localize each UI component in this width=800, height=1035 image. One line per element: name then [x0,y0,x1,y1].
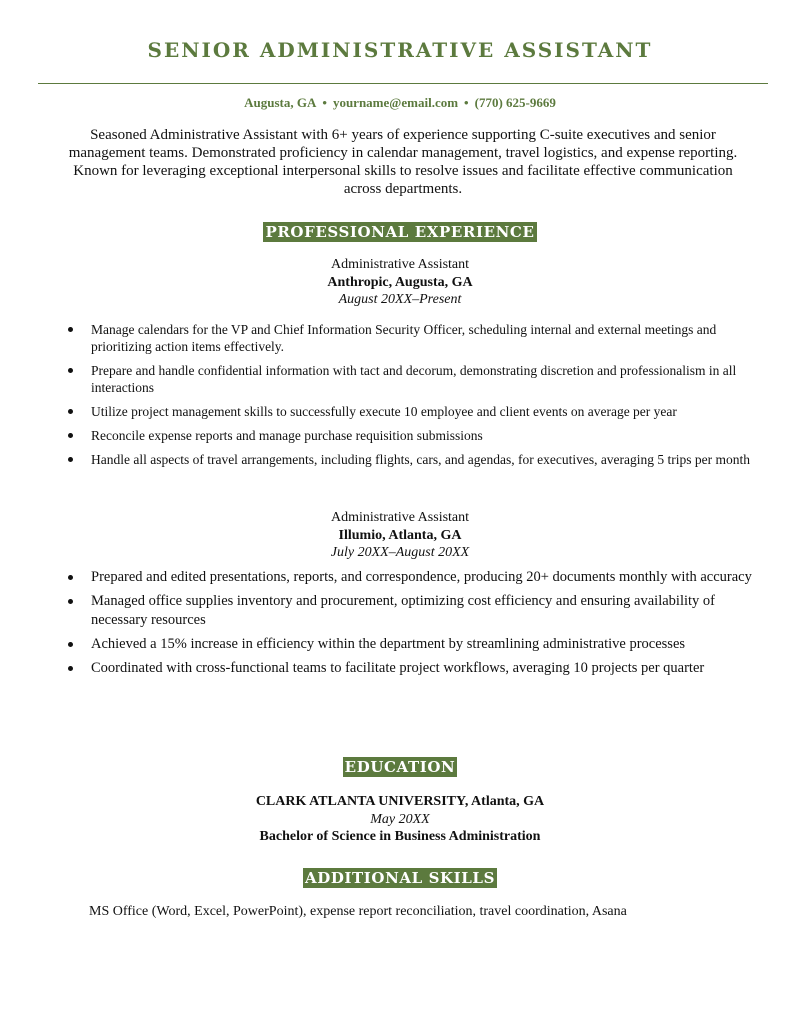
education-date: May 20XX [370,811,430,827]
list-item: Handle all aspects of travel arrangements, including flights, cars, and agendas, for executives, averaging 5 trips per month [68,451,763,468]
section-heading-label: EDUCATION [344,758,456,776]
resume-title: SENIOR ADMINISTRATIVE ASSISTANT [147,38,653,62]
professional-summary: Seasoned Administrative Assistant with 6+ years of experience supporting C-suite executives and senior management teams. Demonstrated proficiency in calendar management, travel logistics, and expense reporting. Known for leveraging exceptional interpersonal skills to resolve issues and facilitate effective communication across departments. [68,127,738,197]
job-header-2 [0,509,800,562]
section-heading-education [0,757,800,777]
contact-line [0,95,800,111]
list-item: Utilize project management skills to successfully execute 10 employee and client events on average per year [68,403,763,420]
contact-separator: • [464,95,469,110]
list-item: Coordinated with cross-functional teams to facilitate project workflows, averaging 10 projects per quarter [68,659,763,678]
section-heading-label: ADDITIONAL SKILLS [304,869,496,887]
education-school: CLARK ATLANTA UNIVERSITY, Atlanta, GA [255,794,545,809]
job-bullets-1 [68,321,763,475]
section-heading-label: PROFESSIONAL EXPERIENCE [265,223,535,241]
section-heading-experience [0,222,800,242]
job-role: Administrative Assistant [330,510,470,525]
job-dates: July 20XX–August 20XX [330,545,470,560]
contact-phone[interactable]: (770) 625-9669 [474,95,556,110]
education-degree: Bachelor of Science in Business Administration [259,829,541,844]
skills-list: MS Office (Word, Excel, PowerPoint), expense report reconciliation, travel coordination, Asana [89,904,627,919]
title-divider [38,83,768,84]
education-entry [0,793,800,846]
section-heading-skills [0,868,800,888]
contact-separator: • [322,95,327,110]
job-dates: August 20XX–Present [338,292,462,307]
list-item: Prepared and edited presentations, reports, and correspondence, producing 20+ documents monthly with accuracy [68,568,763,587]
list-item: Manage calendars for the VP and Chief Information Security Officer, scheduling internal and external meetings and prioritizing action items effectively. [68,321,763,355]
contact-location: Augusta, GA [244,95,317,110]
job-role: Administrative Assistant [330,257,470,272]
job-company: Illumio, Atlanta, GA [338,527,462,543]
list-item: Managed office supplies inventory and procurement, optimizing cost efficiency and ensuring availability of necessary resources [68,592,763,630]
contact-email[interactable]: yourname@email.com [332,95,459,110]
job-bullets-2 [68,568,763,683]
job-header-1 [0,256,800,309]
job-company: Anthropic, Augusta, GA [327,274,473,290]
list-item: Prepare and handle confidential information with tact and decorum, demonstrating discretion and professionalism in all interactions [68,362,763,396]
list-item: Reconcile expense reports and manage purchase requisition submissions [68,427,763,444]
list-item: Achieved a 15% increase in efficiency within the department by streamlining administrative processes [68,635,763,654]
